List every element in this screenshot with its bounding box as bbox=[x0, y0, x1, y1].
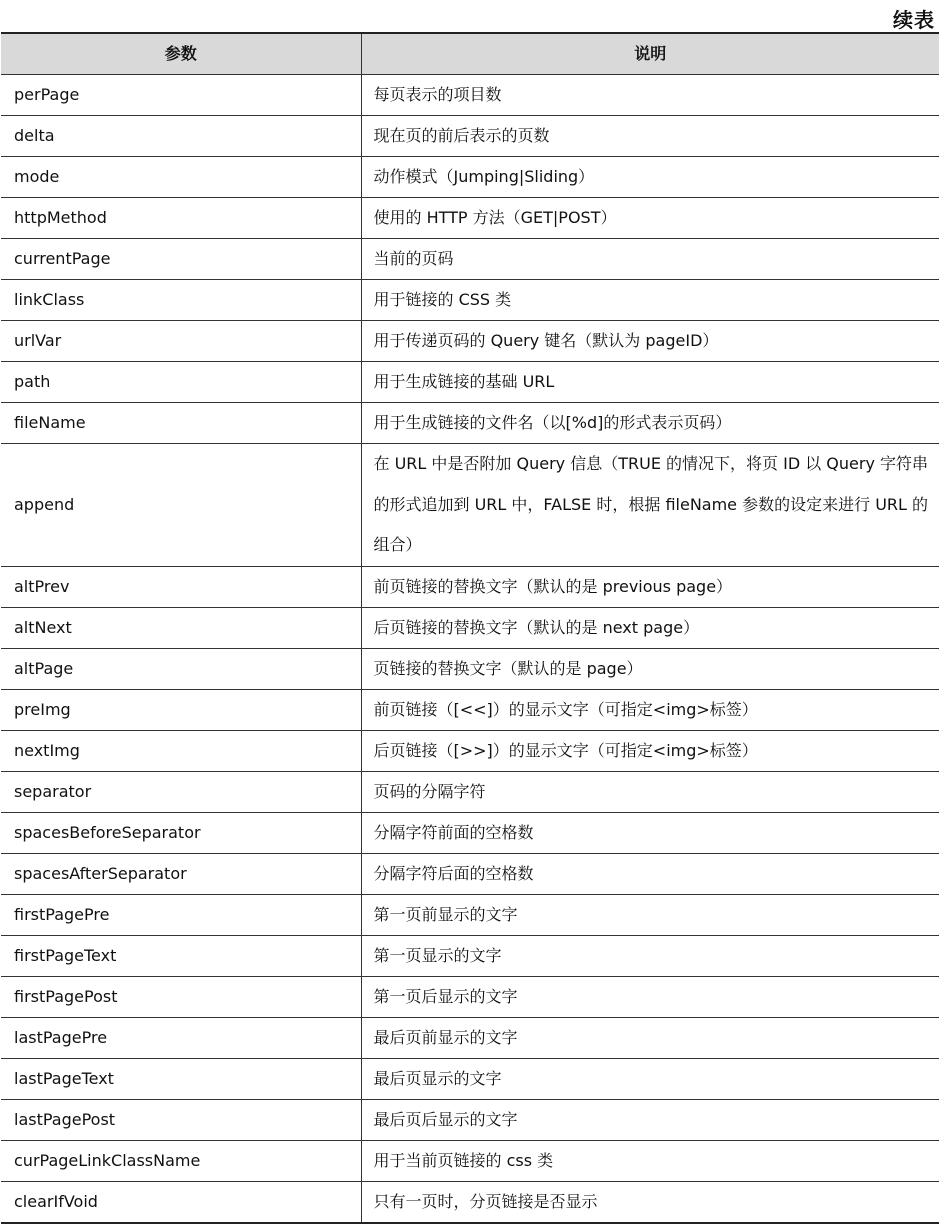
param-cell: currentPage bbox=[1, 239, 361, 280]
table-row bbox=[1, 362, 939, 403]
param-cell: spacesBeforeSeparator bbox=[1, 813, 361, 854]
table-row bbox=[1, 1182, 939, 1224]
table-row bbox=[1, 403, 939, 444]
desc-cell: 前页链接（[<<]）的显示文字（可指定<img>标签） bbox=[361, 690, 939, 731]
table-row bbox=[1, 157, 939, 198]
table-row bbox=[1, 895, 939, 936]
param-cell: firstPageText bbox=[1, 936, 361, 977]
desc-cell: 页链接的替换文字（默认的是 page） bbox=[361, 649, 939, 690]
table-row bbox=[1, 1018, 939, 1059]
param-cell: curPageLinkClassName bbox=[1, 1141, 361, 1182]
table-row bbox=[1, 280, 939, 321]
table-row bbox=[1, 813, 939, 854]
desc-cell: 后页链接（[>>]）的显示文字（可指定<img>标签） bbox=[361, 731, 939, 772]
table-row bbox=[1, 1059, 939, 1100]
desc-cell: 页码的分隔字符 bbox=[361, 772, 939, 813]
param-cell: httpMethod bbox=[1, 198, 361, 239]
table-row bbox=[1, 239, 939, 280]
param-cell: spacesAfterSeparator bbox=[1, 854, 361, 895]
param-cell: firstPagePost bbox=[1, 977, 361, 1018]
desc-cell: 用于传递页码的 Query 键名（默认为 pageID） bbox=[361, 321, 939, 362]
desc-cell: 每页表示的项目数 bbox=[361, 75, 939, 116]
desc-cell: 只有一页时，分页链接是否显示 bbox=[361, 1182, 939, 1224]
desc-cell: 现在页的前后表示的页数 bbox=[361, 116, 939, 157]
param-cell: lastPageText bbox=[1, 1059, 361, 1100]
desc-cell: 最后页显示的文字 bbox=[361, 1059, 939, 1100]
table-row bbox=[1, 690, 939, 731]
parameter-table bbox=[1, 32, 939, 1224]
param-cell: nextImg bbox=[1, 731, 361, 772]
table-row bbox=[1, 321, 939, 362]
param-cell: lastPagePost bbox=[1, 1100, 361, 1141]
desc-cell: 动作模式（Jumping|Sliding） bbox=[361, 157, 939, 198]
param-cell: firstPagePre bbox=[1, 895, 361, 936]
param-cell: clearIfVoid bbox=[1, 1182, 361, 1224]
desc-cell: 用于链接的 CSS 类 bbox=[361, 280, 939, 321]
table-row bbox=[1, 75, 939, 116]
table-row bbox=[1, 1100, 939, 1141]
desc-cell: 第一页显示的文字 bbox=[361, 936, 939, 977]
desc-cell: 第一页前显示的文字 bbox=[361, 895, 939, 936]
param-cell: path bbox=[1, 362, 361, 403]
desc-cell: 在 URL 中是否附加 Query 信息（TRUE 的情况下，将页 ID 以 Query 字符串的形式追加到 URL 中，FALSE 时，根据 fileName 参数的设定来进行 URL 的组合） bbox=[361, 444, 939, 567]
desc-cell: 最后页后显示的文字 bbox=[361, 1100, 939, 1141]
table-row bbox=[1, 936, 939, 977]
param-cell: fileName bbox=[1, 403, 361, 444]
desc-cell: 第一页后显示的文字 bbox=[361, 977, 939, 1018]
desc-cell: 用于当前页链接的 css 类 bbox=[361, 1141, 939, 1182]
header-param: 参数 bbox=[1, 33, 361, 75]
desc-cell: 分隔字符前面的空格数 bbox=[361, 813, 939, 854]
desc-cell: 分隔字符后面的空格数 bbox=[361, 854, 939, 895]
desc-cell: 后页链接的替换文字（默认的是 next page） bbox=[361, 608, 939, 649]
table-row bbox=[1, 977, 939, 1018]
header-desc: 说明 bbox=[361, 33, 939, 75]
param-cell: linkClass bbox=[1, 280, 361, 321]
param-cell: perPage bbox=[1, 75, 361, 116]
param-cell: altPage bbox=[1, 649, 361, 690]
table-row bbox=[1, 731, 939, 772]
table-row bbox=[1, 854, 939, 895]
desc-cell: 当前的页码 bbox=[361, 239, 939, 280]
table-row bbox=[1, 198, 939, 239]
param-cell: altPrev bbox=[1, 567, 361, 608]
param-cell: preImg bbox=[1, 690, 361, 731]
table-row bbox=[1, 608, 939, 649]
table-row bbox=[1, 567, 939, 608]
continued-label: 续表 bbox=[893, 8, 935, 32]
table-row bbox=[1, 444, 939, 567]
param-cell: lastPagePre bbox=[1, 1018, 361, 1059]
table-row bbox=[1, 116, 939, 157]
param-cell: append bbox=[1, 444, 361, 567]
desc-cell: 使用的 HTTP 方法（GET|POST） bbox=[361, 198, 939, 239]
param-cell: mode bbox=[1, 157, 361, 198]
table-row bbox=[1, 772, 939, 813]
table-row bbox=[1, 1141, 939, 1182]
param-cell: separator bbox=[1, 772, 361, 813]
desc-cell: 用于生成链接的基础 URL bbox=[361, 362, 939, 403]
param-cell: altNext bbox=[1, 608, 361, 649]
table-row bbox=[1, 649, 939, 690]
desc-cell: 用于生成链接的文件名（以[%d]的形式表示页码） bbox=[361, 403, 939, 444]
desc-cell: 最后页前显示的文字 bbox=[361, 1018, 939, 1059]
desc-cell: 前页链接的替换文字（默认的是 previous page） bbox=[361, 567, 939, 608]
table-header-row bbox=[1, 33, 939, 75]
param-cell: urlVar bbox=[1, 321, 361, 362]
param-cell: delta bbox=[1, 116, 361, 157]
